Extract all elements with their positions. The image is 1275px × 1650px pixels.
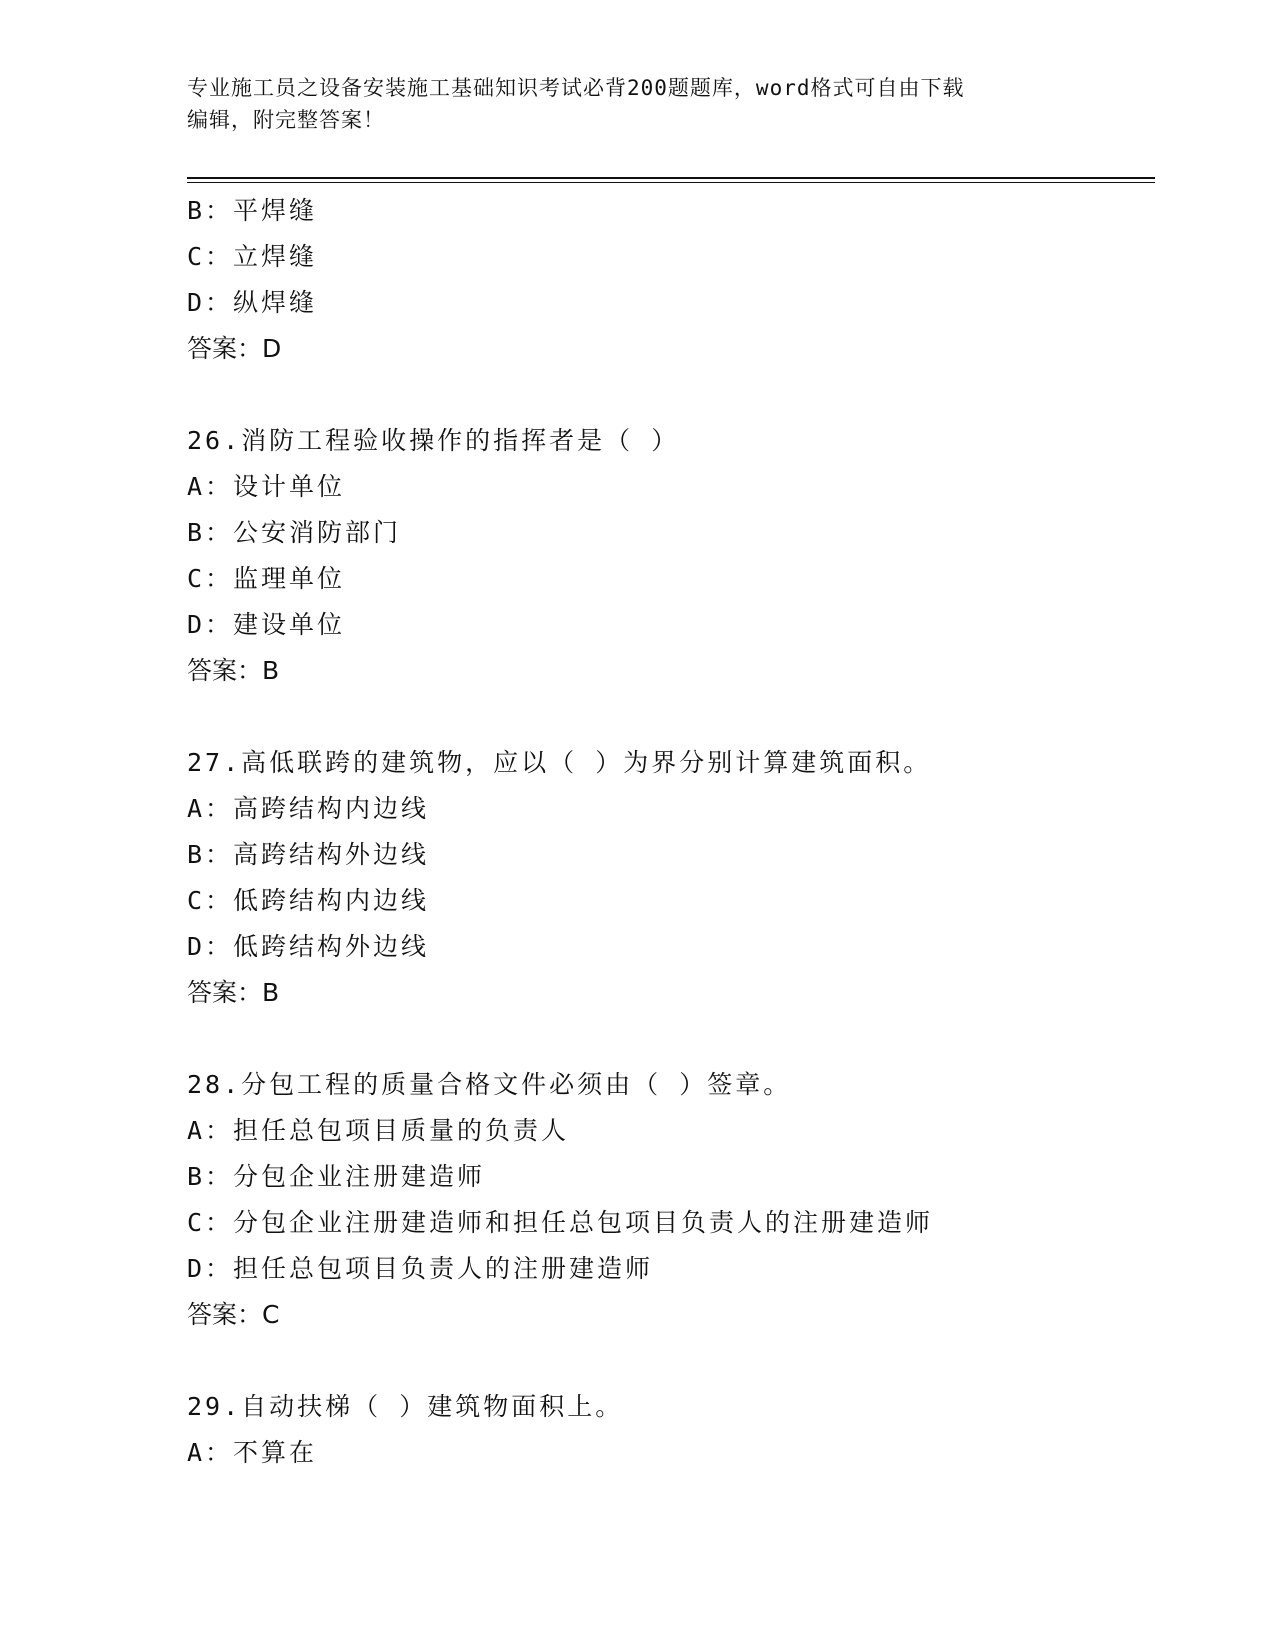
- answer-line: 答案：B: [187, 656, 280, 685]
- spacer: [187, 372, 1155, 418]
- spacer: [187, 694, 1155, 740]
- answer-line: 答案：D: [187, 334, 282, 363]
- question-stem: 26.消防工程验收操作的指挥者是（ ）: [187, 426, 680, 455]
- option-a: A：担任总包项目质量的负责人: [187, 1116, 570, 1145]
- option-d: D：纵焊缝: [187, 288, 318, 317]
- question-27: [187, 740, 1155, 1016]
- option-a: A：不算在: [187, 1438, 318, 1467]
- header-title-line1: 专业施工员之设备安装施工基础知识考试必背200题题库，word格式可自由下载: [187, 76, 965, 100]
- option-c: C：分包企业注册建造师和担任总包项目负责人的注册建造师: [187, 1208, 934, 1237]
- option-c: C：低跨结构内边线: [187, 886, 430, 915]
- spacer: [187, 1016, 1155, 1062]
- option-d: D：低跨结构外边线: [187, 932, 430, 961]
- option-d: D：建设单位: [187, 610, 346, 639]
- option-b: B：高跨结构外边线: [187, 840, 430, 869]
- question-29: [187, 1384, 1155, 1476]
- option-b: B：分包企业注册建造师: [187, 1162, 486, 1191]
- option-c: C：监理单位: [187, 564, 346, 593]
- answer-line: 答案：B: [187, 978, 280, 1007]
- question-content: [187, 188, 1155, 1476]
- answer-line: 答案：C: [187, 1300, 280, 1329]
- option-a: A：设计单位: [187, 472, 346, 501]
- spacer: [187, 1338, 1155, 1384]
- question-stem: 28.分包工程的质量合格文件必须由（ ）签章。: [187, 1070, 792, 1099]
- option-d: D：担任总包项目负责人的注册建造师: [187, 1254, 654, 1283]
- document-header: [187, 72, 1087, 136]
- question-28: [187, 1062, 1155, 1338]
- question-25-continuation: [187, 188, 1155, 372]
- question-stem: 27.高低联跨的建筑物，应以（ ）为界分别计算建筑面积。: [187, 748, 932, 777]
- header-title-line2: 编辑，附完整答案！: [187, 108, 385, 132]
- question-26: [187, 418, 1155, 694]
- option-b: B：公安消防部门: [187, 518, 402, 547]
- question-stem: 29.自动扶梯（ ）建筑物面积上。: [187, 1392, 624, 1421]
- option-b: B：平焊缝: [187, 196, 318, 225]
- option-c: C：立焊缝: [187, 242, 318, 271]
- header-divider-thick: [187, 177, 1155, 179]
- option-a: A：高跨结构内边线: [187, 794, 430, 823]
- header-divider-thin: [187, 182, 1155, 183]
